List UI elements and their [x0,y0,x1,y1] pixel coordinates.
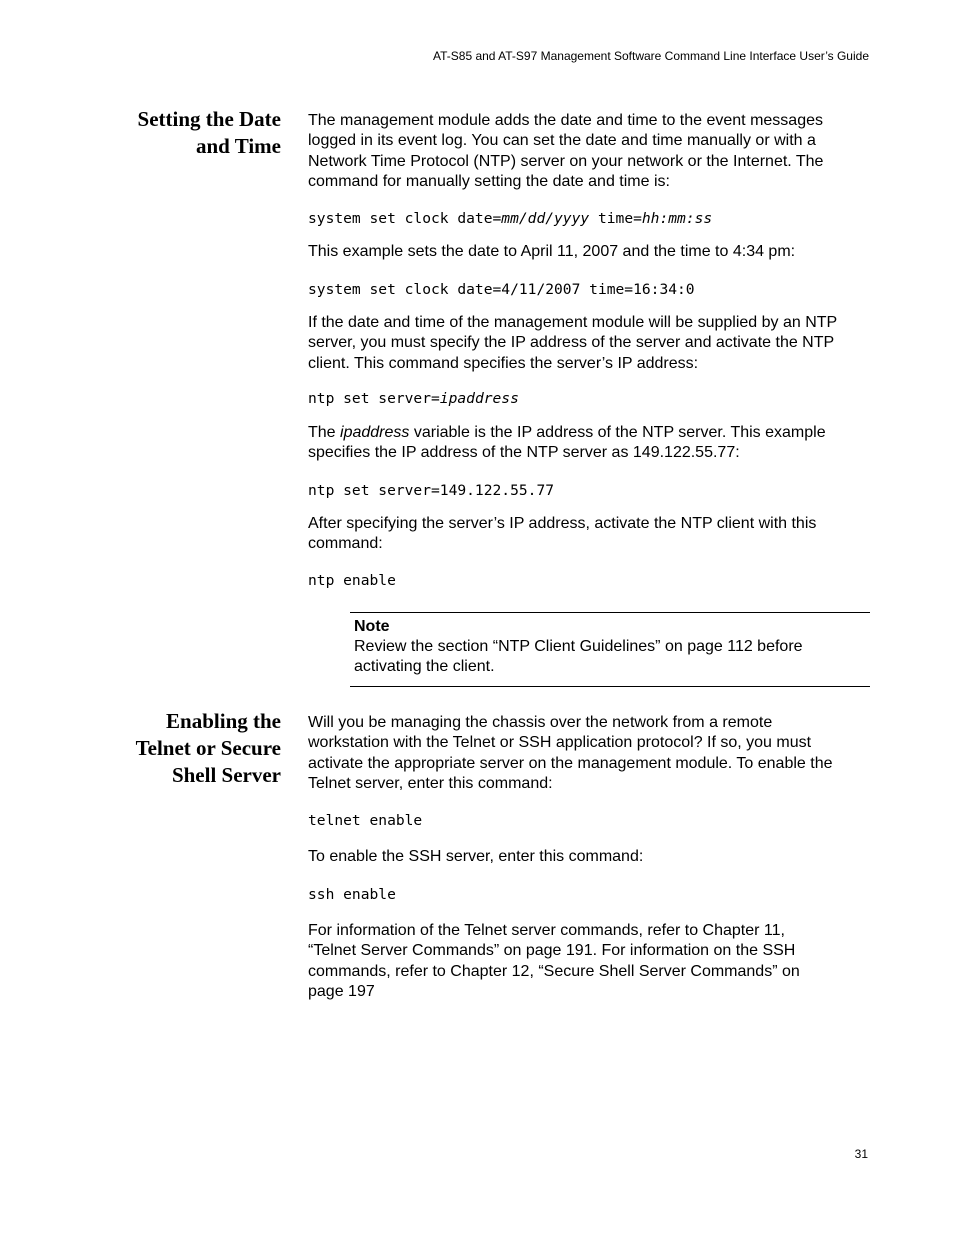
text-line: commands, refer to Chapter 12, “Secure Shell Server Commands” on [308,962,800,980]
heading-line: Setting the Date [137,107,281,131]
heading-line: Shell Server [171,763,281,787]
code-ntp-server-example: ntp set server=149.122.55.77 [308,482,555,499]
text-line: activating the client. [354,658,495,676]
paragraph-ipaddress [308,423,873,464]
note-box [350,612,870,687]
heading-line: Enabling the [166,709,281,733]
paragraph-activate [308,514,873,555]
text-line: If the date and time of the management module will be supplied by an NTP [308,314,838,331]
text-variable: ipaddress [340,424,410,441]
code-variable: mm/dd/yyyy [501,210,590,227]
text-line: To enable the SSH server, enter this command: [308,848,644,865]
text-line: For information of the Telnet server commands, refer to Chapter 11, [308,922,785,939]
code-variable: hh:mm:ss [641,210,713,227]
code-ntp-server-syntax [308,390,519,408]
code-text: time= [589,210,642,227]
text-line: The management module adds the date and time to the event messages [308,112,823,129]
text-line: command for manually setting the date and time is: [308,172,670,190]
note-title: Note [354,618,390,635]
text-line: specifies the IP address of the NTP server as 149.122.55.77: [308,444,740,462]
section-heading-date-time [90,106,281,160]
text-line: page 197 [308,982,375,1000]
text-line: Will you be managing the chassis over the network from a remote [308,714,773,731]
code-text: system set clock date= [308,210,502,227]
heading-line: and Time [195,134,281,158]
paragraph-example [308,242,873,262]
text-line: “Telnet Server Commands” on page 191. For information on the SSH [308,942,796,960]
paragraph-ntp [308,313,873,374]
text-line: activate the appropriate server on the management module. To enable the [308,754,833,772]
code-set-clock-example: system set clock date=4/11/2007 time=16:34:0 [308,281,695,298]
text-line: This example sets the date to April 11, 2007 and the time to 4:34 pm: [308,243,796,260]
text-line: After specifying the server’s IP address, activate the NTP client with this [308,515,817,532]
text-line: command: [308,535,383,553]
text-line: workstation with the Telnet or SSH application protocol? If so, you must [308,734,812,752]
text-line: client. This command specifies the server’s IP address: [308,354,699,372]
code-telnet-enable: telnet enable [308,812,423,829]
text-run: variable is the IP address of the NTP server. This example [409,424,826,441]
paragraph-intro [308,111,873,192]
code-set-clock-syntax [308,210,712,228]
text-line: Review the section “NTP Client Guidelines” on page 112 before [354,638,803,655]
text-run: The [308,424,341,441]
paragraph-references [308,921,873,1002]
text-line: Telnet server, enter this command: [308,774,553,792]
note-body [354,637,866,678]
text-line: Network Time Protocol (NTP) server on your network or the Internet. The [308,152,824,170]
code-text: ntp set server= [308,390,440,407]
text-line: server, you must specify the IP address of the server and activate the NTP [308,334,835,352]
code-ssh-enable: ssh enable [308,886,396,903]
code-ntp-enable: ntp enable [308,572,396,589]
text-line [308,423,873,443]
paragraph-telnet-intro [308,713,873,794]
page-number: 31 [854,1147,868,1161]
text-line: logged in its event log. You can set the date and time manually or with a [308,132,816,150]
paragraph-ssh [308,847,873,867]
section-heading-telnet [90,708,281,789]
running-header: AT-S85 and AT-S97 Management Software Command Line Interface User’s Guide [432,49,869,63]
heading-line: Telnet or Secure [135,736,281,760]
code-variable: ipaddress [439,390,519,407]
